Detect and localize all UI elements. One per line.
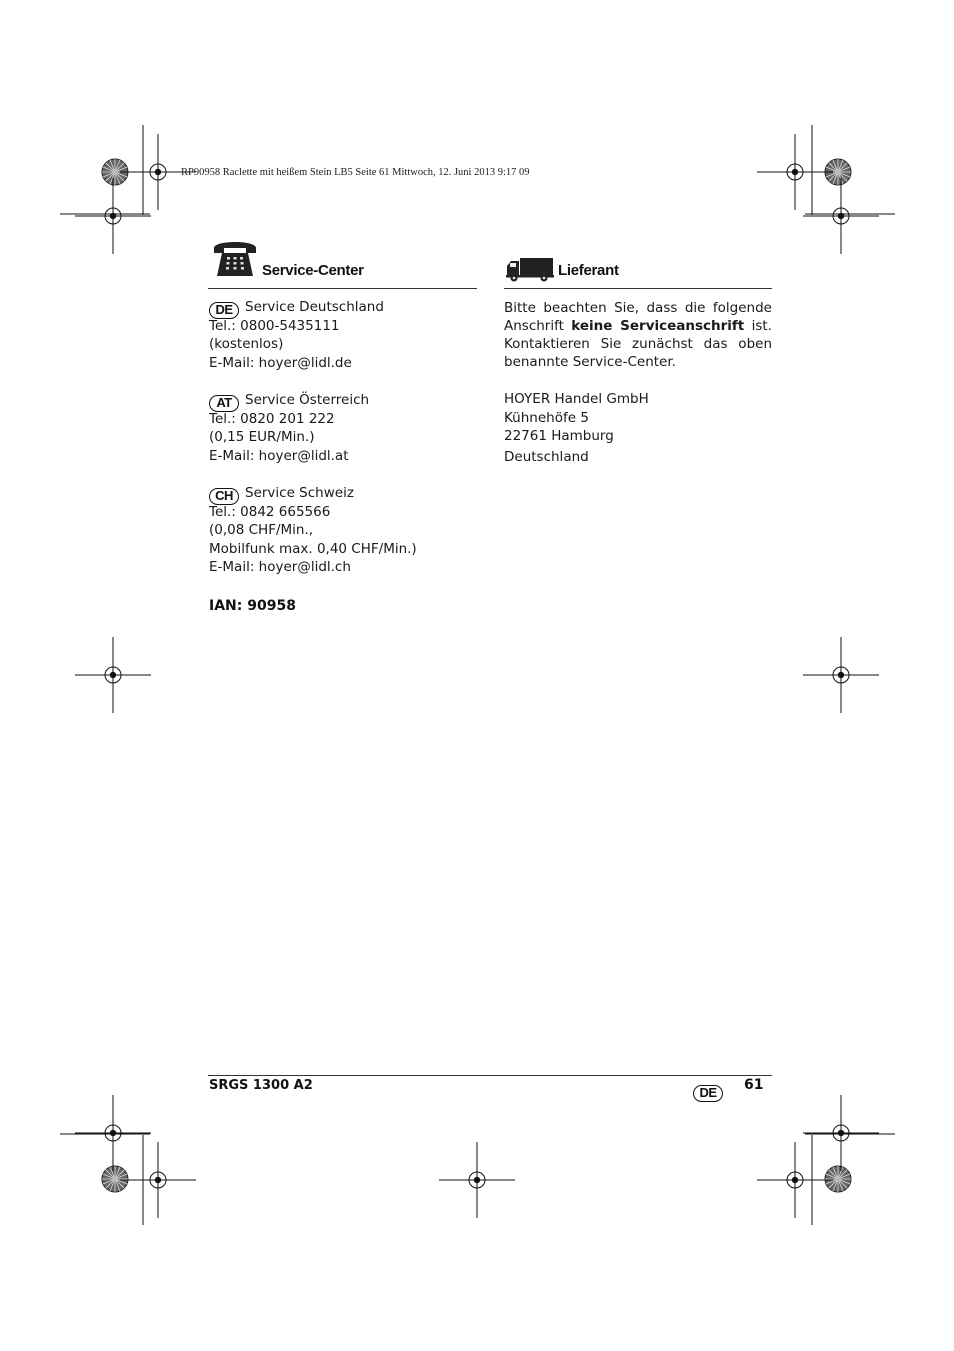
notice-line-2: Anschrift keine Serviceanschrift ist. bbox=[504, 318, 772, 334]
footer-de-badge: DE bbox=[693, 1085, 723, 1102]
service-at-note: (0,15 EUR/Min.) bbox=[209, 429, 315, 445]
notice-bold: keine Serviceanschrift bbox=[571, 318, 745, 334]
supplier-title: Lieferant bbox=[558, 262, 619, 279]
service-ch-note2: Mobilfunk max. 0,40 CHF/Min.) bbox=[209, 540, 417, 557]
service-ch-label: Service Schweiz bbox=[245, 485, 354, 501]
service-ch-block bbox=[209, 484, 417, 577]
service-at-tel: Tel.: 0820 201 222 bbox=[209, 410, 335, 427]
footer-model: SRGS 1300 A2 bbox=[209, 1078, 313, 1093]
page-number: 61 bbox=[744, 1077, 764, 1093]
service-ch-note: (0,08 CHF/Min., bbox=[209, 522, 314, 538]
service-center-title: Service-Center bbox=[262, 262, 364, 279]
telephone-icon bbox=[211, 238, 259, 278]
address-company: HOYER Handel GmbH bbox=[504, 391, 649, 407]
truck-icon bbox=[506, 256, 554, 282]
supplier-notice bbox=[504, 299, 772, 371]
footer-badge-wrap bbox=[693, 1079, 729, 1102]
notice-line-3: Kontaktieren Sie zunächst das oben bbox=[504, 336, 772, 352]
print-info: RP90958 Raclette mit heißem Stein LB5 Seite 61 Mittwoch, 12. Juni 2013 9:17 09 bbox=[181, 167, 530, 178]
service-center-rule bbox=[208, 288, 477, 289]
service-de-note: (kostenlos) bbox=[209, 336, 284, 352]
service-at-label: Service Österreich bbox=[245, 392, 370, 408]
address-city: 22761 Hamburg bbox=[504, 428, 614, 444]
service-ch-tel: Tel.: 0842 665566 bbox=[209, 503, 331, 520]
address-street: Kühnehöfe 5 bbox=[504, 409, 589, 426]
notice-line-4: benannte Service-Center. bbox=[504, 354, 676, 370]
service-de-block bbox=[209, 298, 384, 372]
ian-number: IAN: 90958 bbox=[209, 598, 296, 614]
service-at-block bbox=[209, 391, 369, 465]
ch-badge: CH bbox=[209, 488, 239, 505]
supplier-rule bbox=[504, 288, 772, 289]
supplier-address bbox=[504, 390, 649, 466]
service-de-tel: Tel.: 0800-5435111 bbox=[209, 317, 340, 334]
de-badge: DE bbox=[209, 302, 239, 319]
service-ch-email: E-Mail: hoyer@lidl.ch bbox=[209, 559, 351, 575]
notice-line-1: Bitte beachten Sie, dass die folgende bbox=[504, 300, 772, 316]
service-at-email: E-Mail: hoyer@lidl.at bbox=[209, 447, 349, 464]
address-country: Deutschland bbox=[504, 448, 589, 465]
at-badge: AT bbox=[209, 395, 239, 412]
footer-rule bbox=[208, 1075, 772, 1076]
service-de-email: E-Mail: hoyer@lidl.de bbox=[209, 354, 352, 371]
service-de-label: Service Deutschland bbox=[245, 299, 384, 315]
